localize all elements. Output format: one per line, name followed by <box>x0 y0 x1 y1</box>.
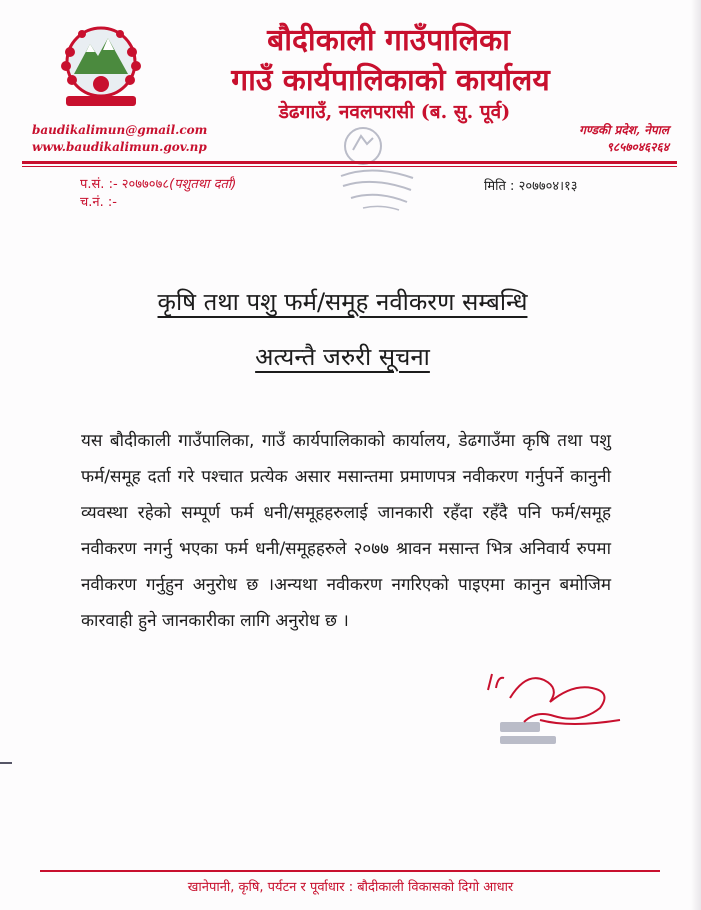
patra-sankhya: प.सं. :- २०७७०७८ <box>80 177 170 192</box>
phone-number: ९८५७०४६२६४ <box>606 140 669 154</box>
footer-slogan: खानेपानी, कृषि, पर्यटन र पूर्वाधार : बौदीकाली विकासको दिगो आधार <box>187 880 514 895</box>
email-link[interactable]: baudikalimun@gmail.com <box>32 123 208 137</box>
municipality-name: बौदीकाली गाउँपालिका <box>267 23 510 58</box>
office-name: गाउँ कार्यपालिकाको कार्यालय <box>231 63 550 98</box>
province-text: गण्डकी प्रदेश, नेपाल <box>579 123 669 137</box>
notice-body: यस बौदीकाली गाउँपालिका, गाउँ कार्यपालिकाको कार्यालय, डेढगाउँमा कृषि तथा पशु फर्म/समूह दर्ता गरे पश्चात प्रत्येक असार मसान्तमा प्रमाणपत्र नवीकरण गर्नुपर्ने कानुनी व्यवस्था रहेको सम्पूर्ण फर्म धनी/समूहहरुलाई जानकारी रहँदा रहँदै पनि फर्म/समूह नवीकरण नगर्नु भएका फर्म धनी/समूहहरुले २०७७ श्रावन मसान्त भित्र अनिवार्य रुपमा नवीकरण गर्नुहुन अनुरोध छ ।अन्यथा नवीकरण नगरिएको पाइएमा कानुन बमोजिम कारवाही हुने जानकारीका लागि अनुरोध छ । <box>81 431 611 631</box>
notice-subtitle: अत्यन्तै जरुरी सूचना <box>255 343 430 371</box>
footer-divider <box>40 870 660 872</box>
office-stamp-icon <box>333 120 419 214</box>
handwritten-note: (पशुतथा दर्ता) <box>169 177 237 192</box>
issue-date: मिति : २०७७०४।१३ <box>484 179 578 194</box>
header-divider-thin <box>22 166 677 167</box>
contact-right <box>579 122 669 156</box>
reference-block <box>80 176 236 212</box>
header-divider <box>22 161 677 164</box>
office-address: डेढगाउँ, नवलपरासी (ब. सु. पूर्व) <box>278 101 511 123</box>
signature-stamp-icon <box>480 668 630 763</box>
contact-left <box>32 122 207 156</box>
page-edge <box>691 0 701 910</box>
margin-mark <box>0 762 12 764</box>
chalani-number: च.नं. :- <box>80 195 117 210</box>
website-link[interactable]: www.baudikalimun.gov.np <box>32 140 207 154</box>
notice-title: कृषि तथा पशु फर्म/समूह नवीकरण सम्बन्धि <box>157 288 528 316</box>
